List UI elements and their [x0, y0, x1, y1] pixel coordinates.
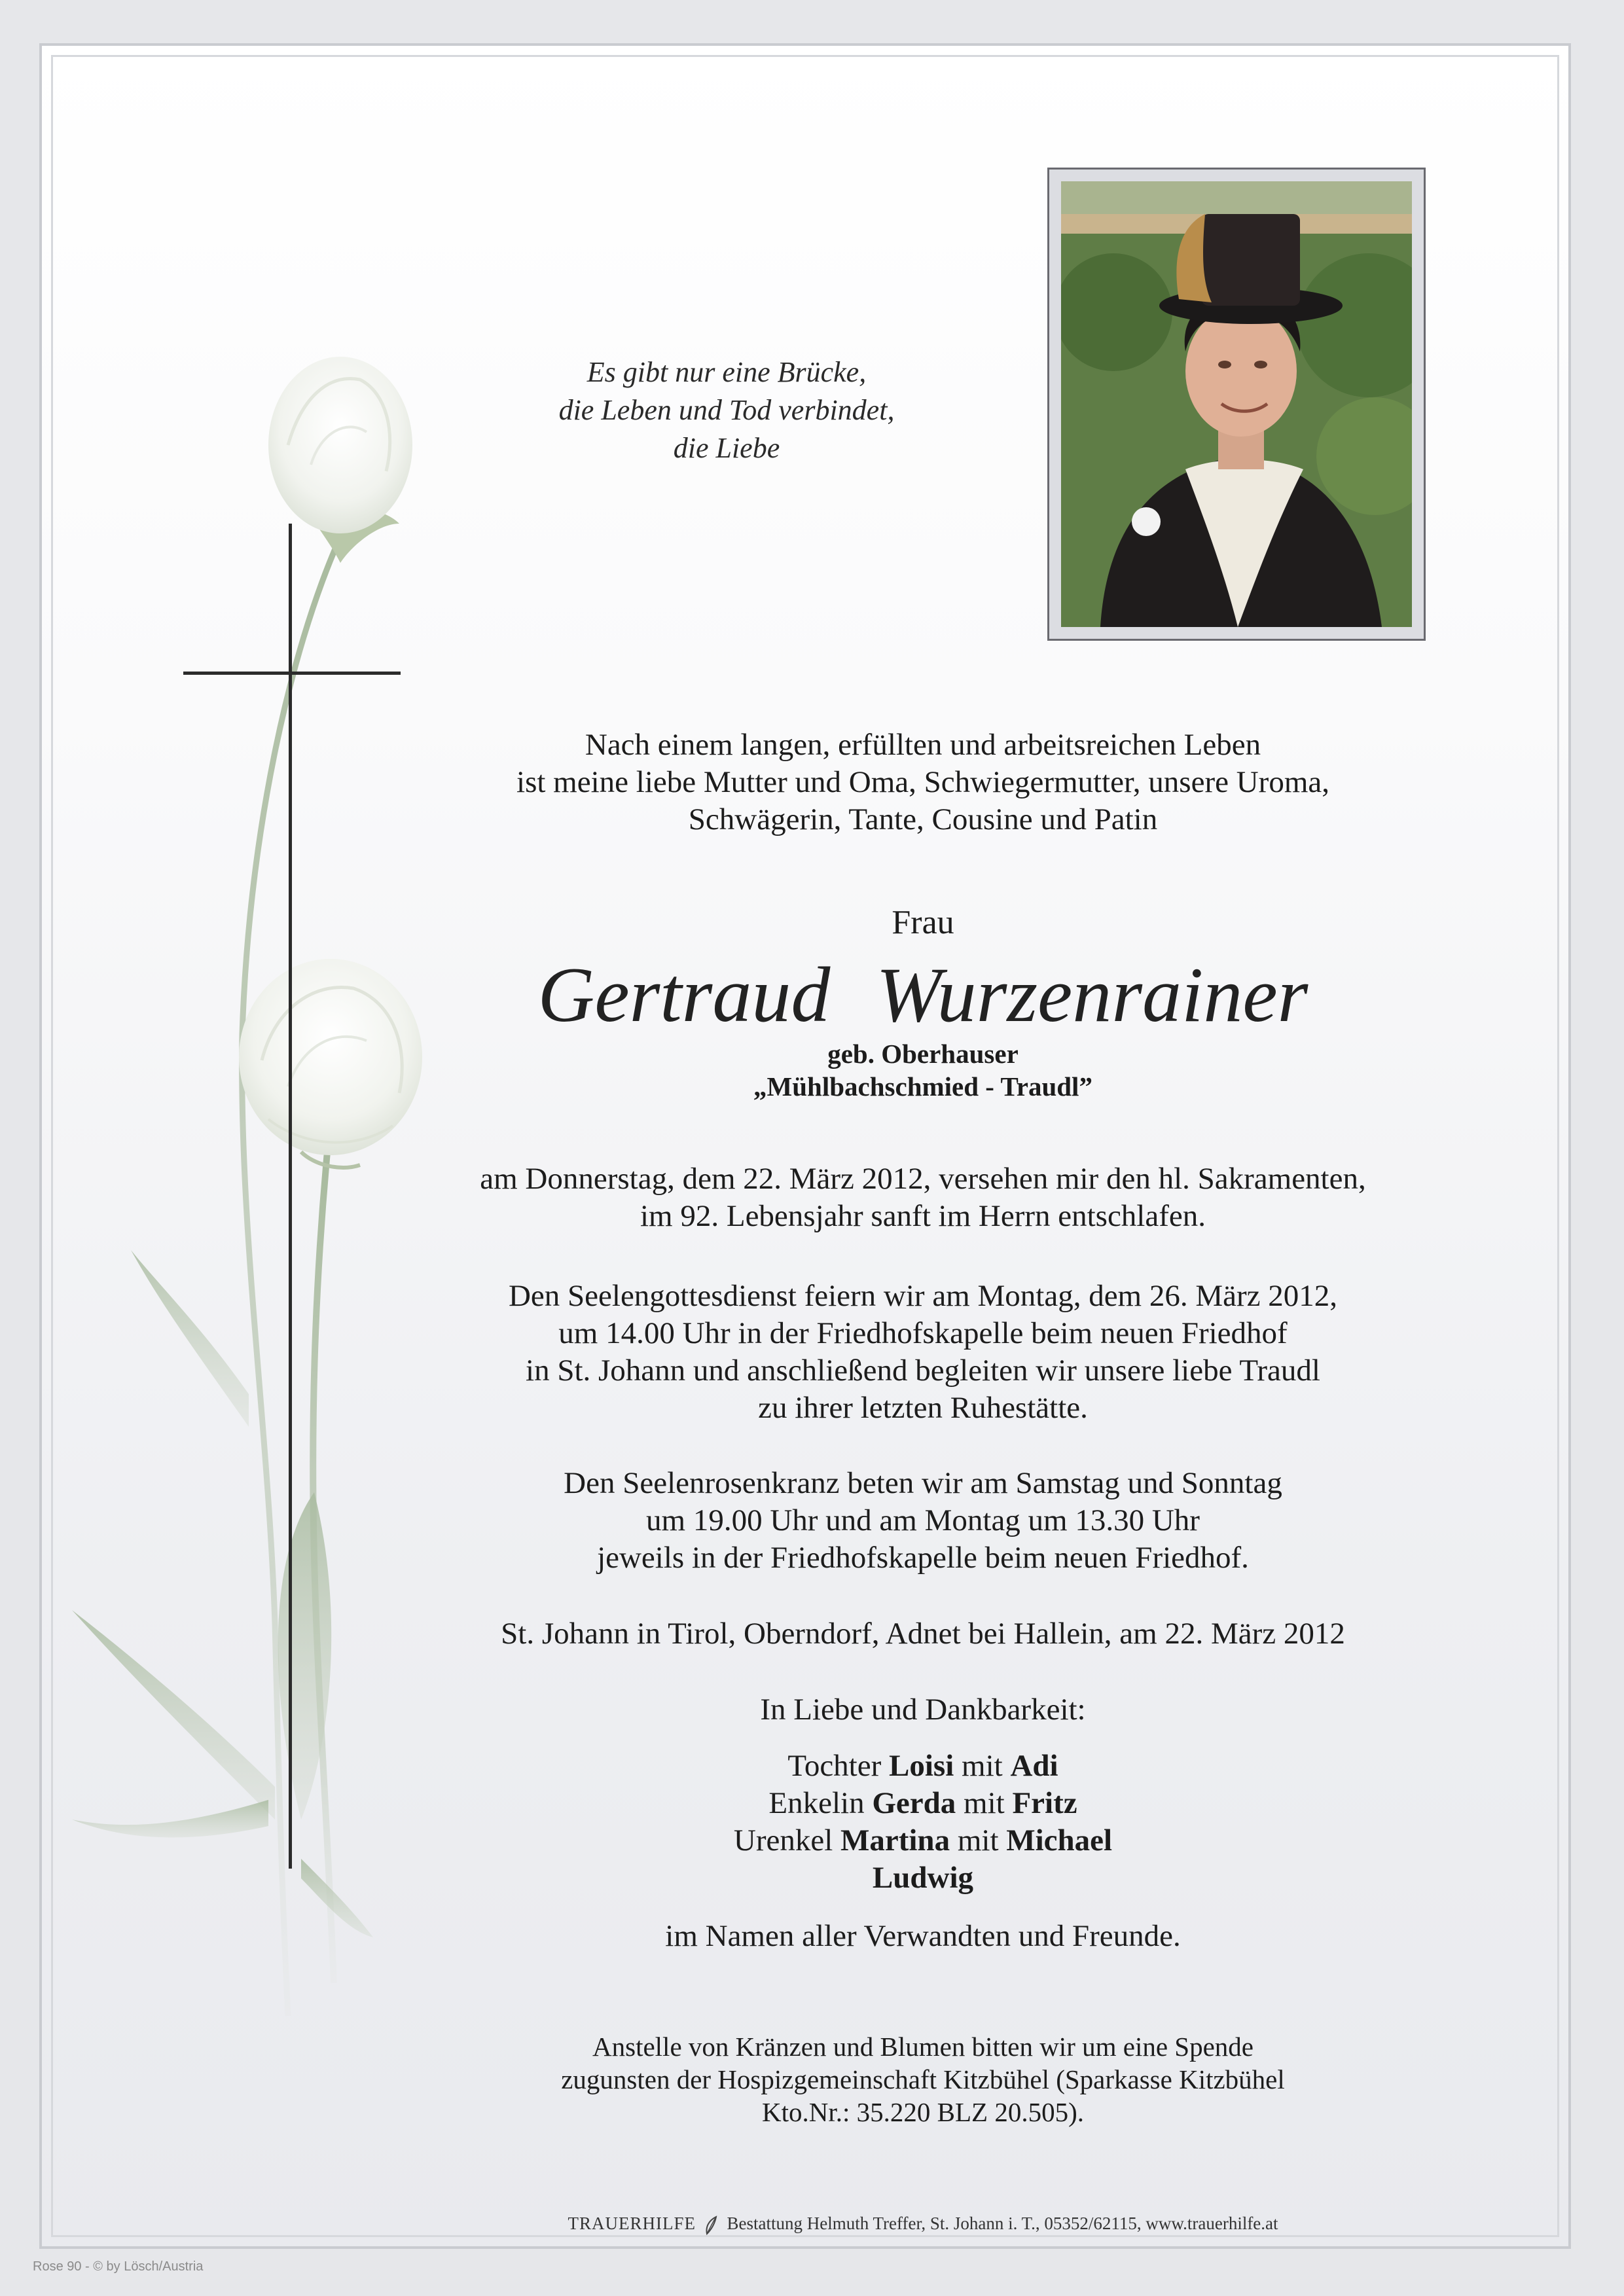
mass-line: um 14.00 Uhr in der Friedhofskapelle beim neuen Friedhof [558, 1316, 1288, 1350]
family-row [393, 1822, 1453, 1859]
leaf [72, 1800, 268, 1838]
deceased-name: Gertraud Wurzenrainer [537, 951, 1308, 1038]
salutation: Frau [892, 904, 954, 941]
family-row [393, 1785, 1453, 1822]
family-name: Gerda [872, 1786, 956, 1820]
family-partner: Fritz [1012, 1786, 1077, 1820]
donation-line: Kto.Nr.: 35.220 BLZ 20.505). [762, 2097, 1084, 2127]
rosary-line: Den Seelenrosenkranz beten wir am Samstag und Sonntag [564, 1466, 1282, 1500]
leaf [131, 1250, 249, 1427]
birth-name-block [655, 1037, 1191, 1103]
intro-text [393, 726, 1453, 838]
mass-line: in St. Johann und anschließend begleiten wir unsere liebe Traudl [526, 1354, 1320, 1388]
quote-line: die Leben und Tod verbindet, [558, 394, 895, 426]
funeral-home-details: Bestattung Helmuth Treffer, St. Johann i. T., 05352/62115, www.trauerhilfe.at [727, 2214, 1278, 2233]
death-notice [393, 1160, 1453, 1235]
love-line: In Liebe und Dankbarkeit: [760, 1693, 1086, 1727]
leaf [72, 1610, 275, 1820]
rosary-line: jeweils in der Friedhofskapelle beim neuen Friedhof. [597, 1541, 1249, 1575]
family-row [393, 1748, 1453, 1785]
on-behalf-line: im Namen aller Verwandten und Freunde. [665, 1919, 1181, 1953]
rosary-info [393, 1465, 1453, 1577]
family-list [393, 1748, 1453, 1897]
memorial-quote [458, 353, 995, 467]
relation: Enkelin [768, 1786, 865, 1820]
intro-line: Schwägerin, Tante, Cousine und Patin [688, 802, 1158, 836]
relation: Tochter [787, 1749, 882, 1783]
family-name: Martina [840, 1823, 950, 1857]
intro-line: ist meine liebe Mutter und Oma, Schwiegermutter, unsere Uroma, [516, 765, 1329, 799]
connector: mit [964, 1786, 1005, 1820]
family-row [393, 1859, 1453, 1897]
birth-name: geb. Oberhauser [827, 1039, 1019, 1069]
funeral-home-footer [393, 2212, 1453, 2235]
cross-icon-bar [183, 672, 401, 675]
funeral-mass-info [393, 1278, 1453, 1427]
death-line: im 92. Lebensjahr sanft im Herrn entschlafen. [640, 1199, 1206, 1233]
quote-line: die Liebe [673, 432, 780, 464]
family-name: Ludwig [872, 1861, 974, 1895]
donation-line: zugunsten der Hospizgemeinschaft Kitzbühel (Sparkasse Kitzbühel [561, 2064, 1285, 2094]
leaf-icon [704, 2215, 719, 2235]
mass-line: Den Seelengottesdienst feiern wir am Montag, dem 26. März 2012, [508, 1279, 1338, 1313]
leaf [301, 1859, 373, 1937]
family-name: Loisi [889, 1749, 954, 1783]
donation-request [393, 2030, 1453, 2128]
portrait-image [1061, 181, 1412, 627]
nickname: „Mühlbachschmied - Traudl” [753, 1071, 1092, 1102]
relation: Urenkel [733, 1823, 833, 1857]
donation-line: Anstelle von Kränzen und Blumen bitten wir um eine Spende [592, 2032, 1254, 2062]
quote-line: Es gibt nur eine Brücke, [586, 356, 867, 388]
image-credit: Rose 90 - © by Lösch/Austria [33, 2259, 204, 2274]
connector: mit [957, 1823, 999, 1857]
portrait-photo [1047, 168, 1426, 641]
intro-line: Nach einem langen, erfüllten und arbeitsreichen Leben [585, 728, 1261, 762]
place-and-date: St. Johann in Tirol, Oberndorf, Adnet bei Hallein, am 22. März 2012 [501, 1617, 1345, 1651]
rosary-line: um 19.00 Uhr und am Montag um 13.30 Uhr [646, 1503, 1200, 1537]
mass-line: zu ihrer letzten Ruhestätte. [758, 1391, 1088, 1425]
connector: mit [962, 1749, 1003, 1783]
family-partner: Michael [1006, 1823, 1113, 1857]
death-line: am Donnerstag, dem 22. März 2012, versehen mir den hl. Sakramenten, [480, 1162, 1366, 1196]
funeral-home-brand: TRAUERHILFE [568, 2214, 696, 2233]
cross-icon [289, 524, 292, 1869]
family-partner: Adi [1010, 1749, 1058, 1783]
